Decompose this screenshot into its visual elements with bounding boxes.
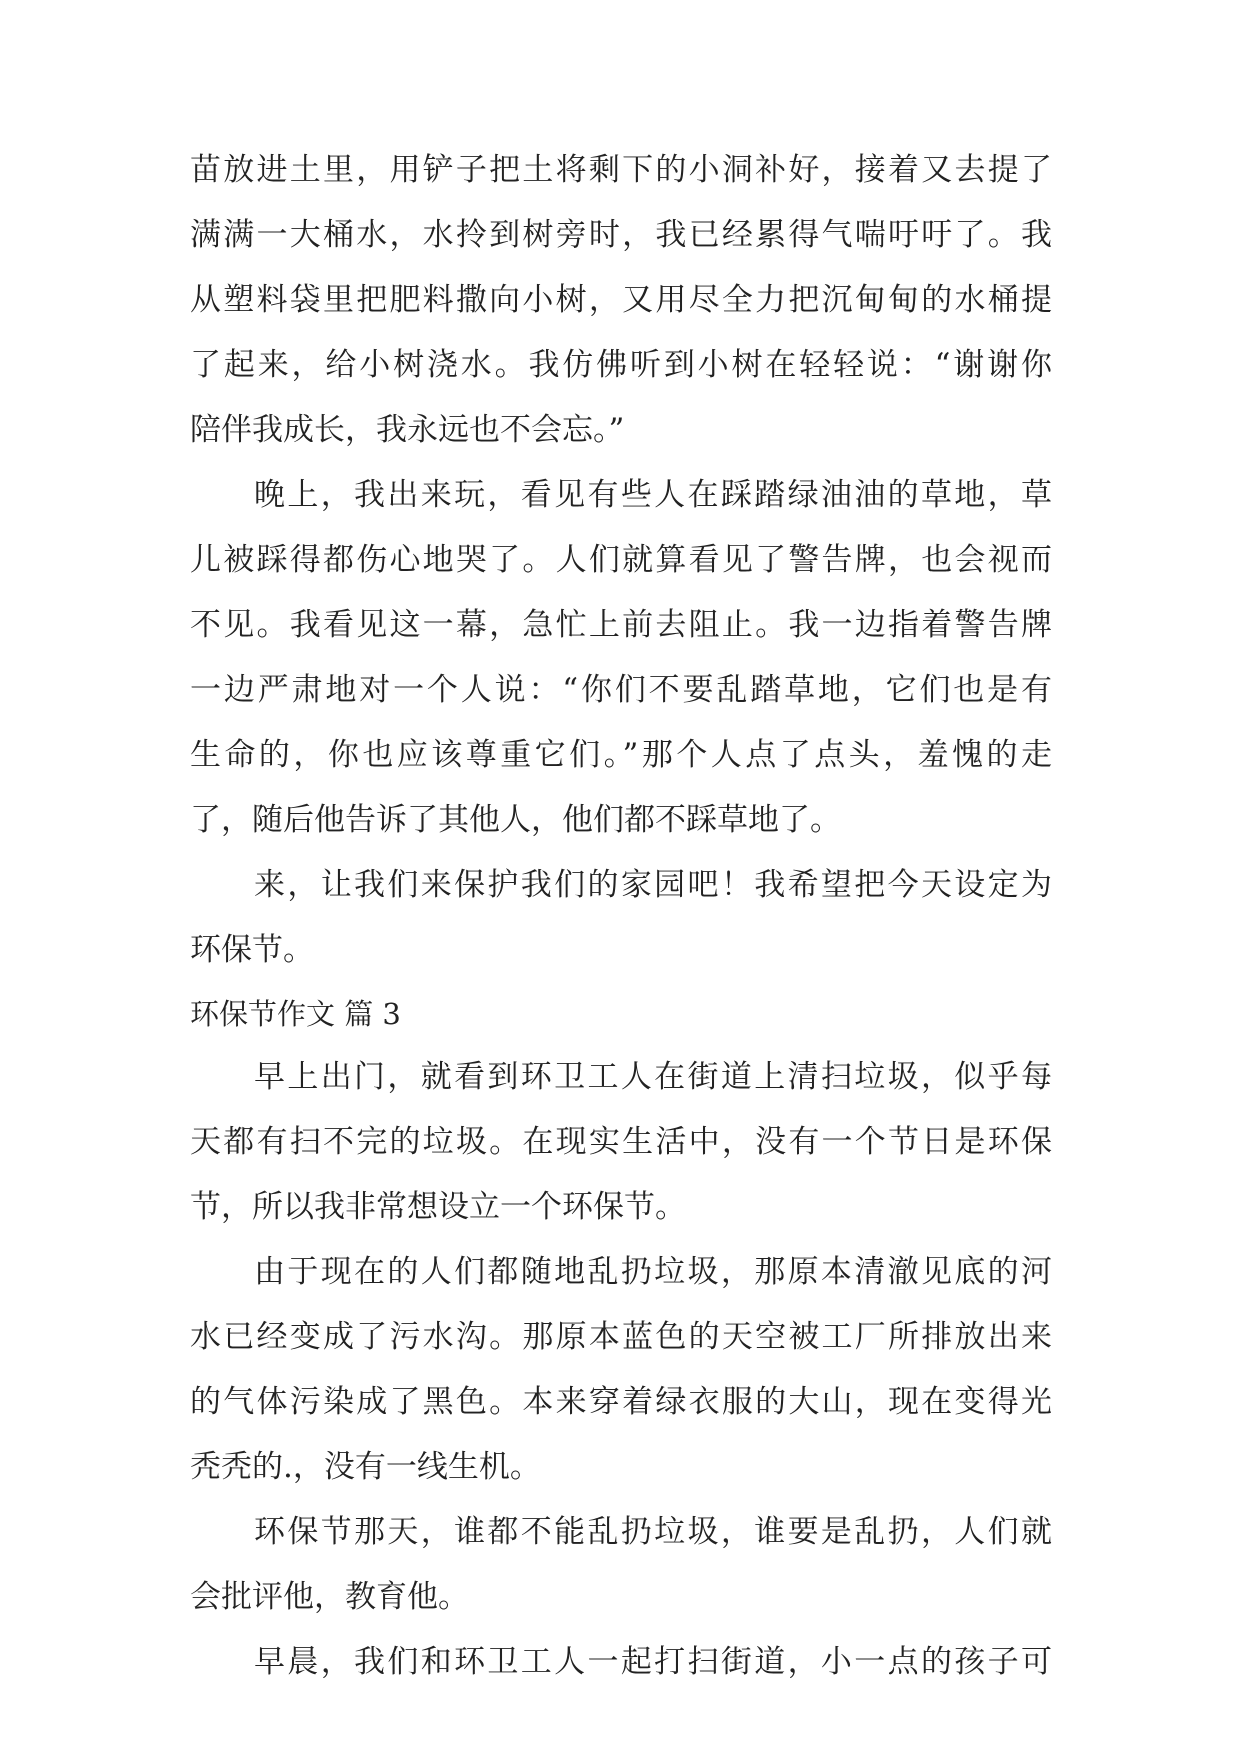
text-line: 一边严肃地对一个人说：“你们不要乱踏草地，它们也是有 [190,672,1052,708]
text-line: 从塑料袋里把肥料撒向小树，又用尽全力把沉甸甸的水桶提 [190,282,1052,318]
paragraph-first-line: 环保节那天，谁都不能乱扔垃圾，谁要是乱扔，人们就 [254,1514,1052,1550]
text-line: 了起来，给小树浇水。我仿佛听到小树在轻轻说：“谢谢你 [190,347,1052,383]
text-line: 秃秃的.，没有一线生机。 [190,1449,541,1485]
paragraph-first-line: 由于现在的人们都随地乱扔垃圾，那原本清澈见底的河 [254,1254,1052,1290]
text-line: 不见。我看见这一幕，急忙上前去阻止。我一边指着警告牌 [190,607,1052,643]
text-line: 苗放进土里，用铲子把土将剩下的小洞补好，接着又去提了 [190,152,1052,188]
text-line: 的气体污染成了黑色。本来穿着绿衣服的大山，现在变得光 [190,1384,1052,1420]
text-line: 陪伴我成长，我永远也不会忘。” [190,412,625,448]
text-line: 环保节。 [190,932,314,968]
text-line: 满满一大桶水，水拎到树旁时，我已经累得气喘吁吁了。我 [190,217,1052,253]
text-line: 水已经变成了污水沟。那原本蓝色的天空被工厂所排放出来 [190,1319,1052,1355]
paragraph-first-line: 早晨，我们和环卫工人一起打扫街道，小一点的孩子可 [254,1644,1052,1680]
text-line: 节，所以我非常想设立一个环保节。 [190,1189,686,1225]
text-line: 天都有扫不完的垃圾。在现实生活中，没有一个节日是环保 [190,1124,1052,1160]
text-line: 生命的，你也应该尊重它们。”那个人点了点头，羞愧的走 [190,737,1052,773]
paragraph-first-line: 晚上，我出来玩，看见有些人在踩踏绿油油的草地，草 [254,477,1052,513]
text-line: 会批评他，教育他。 [190,1579,469,1615]
paragraph-first-line: 早上出门，就看到环卫工人在街道上清扫垃圾，似乎每 [254,1059,1052,1095]
paragraph-first-line: 来，让我们来保护我们的家园吧！我希望把今天设定为 [254,867,1052,903]
text-line: 儿被踩得都伤心地哭了。人们就算看见了警告牌，也会视而 [190,542,1052,578]
section-heading: 环保节作文 篇 3 [190,997,401,1031]
text-line: 了，随后他告诉了其他人，他们都不踩草地了。 [190,802,841,838]
document-body [190,138,1052,1695]
